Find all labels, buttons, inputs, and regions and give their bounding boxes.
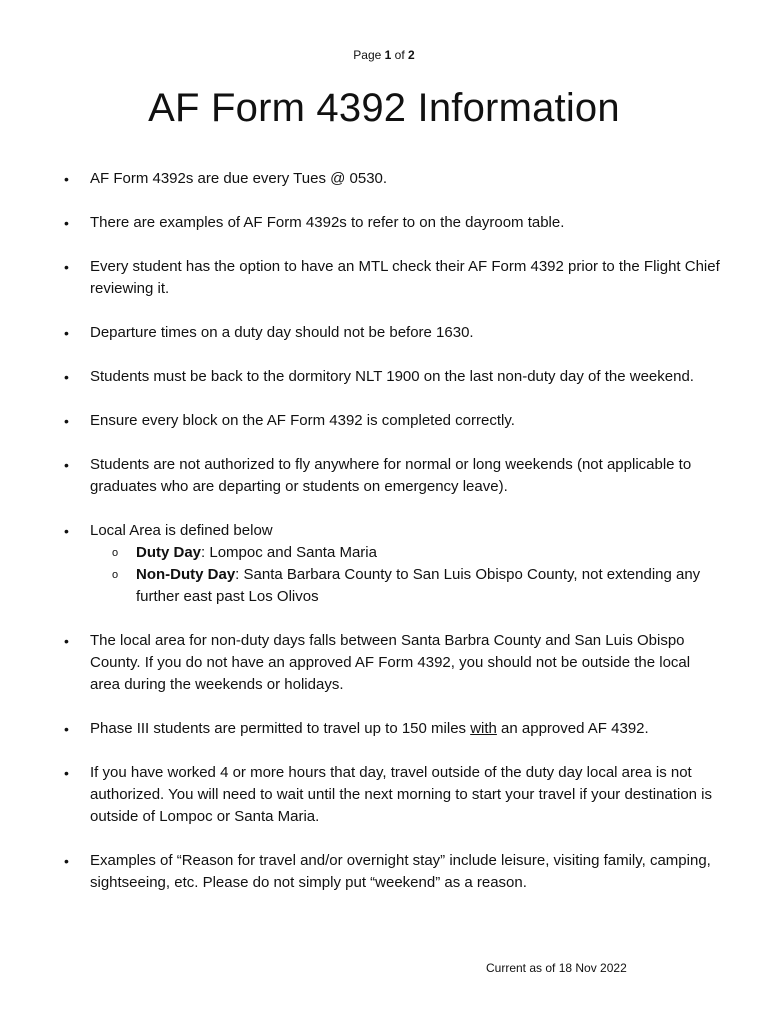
bullet-icon: • bbox=[64, 633, 69, 649]
bullet-non-duty-area bbox=[0, 630, 768, 696]
bullet-text: Departure times on a duty day should not be before 1630. bbox=[90, 324, 474, 341]
bullet-local-area bbox=[0, 520, 768, 608]
sub-item-non-duty-day bbox=[90, 564, 722, 608]
sub-item-label: Duty Day bbox=[136, 544, 202, 561]
document-title: AF Form 4392 Information bbox=[148, 86, 620, 130]
bullet-icon: • bbox=[64, 215, 69, 231]
bullet-icon: • bbox=[64, 457, 69, 473]
bullet-mtl-check bbox=[0, 256, 768, 300]
bullet-text: Students are not authorized to fly anywhere for normal or long weekends (not applicable to graduates who are departing or students on emergency leave). bbox=[90, 456, 692, 495]
sub-item-text: : Lompoc and Santa Maria bbox=[201, 544, 377, 561]
bullet-icon: • bbox=[64, 853, 69, 869]
page-current: 1 bbox=[384, 48, 392, 62]
bullet-departure-times bbox=[0, 322, 768, 344]
local-area-sub-list bbox=[90, 542, 722, 608]
bullet-return-time bbox=[0, 366, 768, 388]
bullet-text: The local area for non-duty days falls between Santa Barbra County and San Luis Obispo County. If you do not have an approved AF Form 4392, you should not be outside the local area during the weekends or holidays. bbox=[90, 632, 691, 693]
sub-item-text: : Santa Barbara County to San Luis Obispo County, not extending any further east past Los Olivos bbox=[136, 566, 701, 605]
bullet-reason-examples bbox=[0, 850, 768, 894]
sub-item-label: Non-Duty Day bbox=[136, 566, 236, 583]
bullet-text: Examples of “Reason for travel and/or overnight stay” include leisure, visiting family, camping, sightseeing, etc. Please do not simply put “weekend” as a reason. bbox=[90, 852, 711, 891]
bullet-icon: • bbox=[64, 171, 69, 187]
bullet-phase-three bbox=[0, 718, 768, 740]
bullet-icon: • bbox=[64, 721, 69, 737]
bullet-text: There are examples of AF Form 4392s to refer to on the dayroom table. bbox=[90, 214, 565, 231]
bullet-text: Phase III students are permitted to travel up to 150 miles bbox=[90, 720, 471, 737]
bullet-icon: • bbox=[64, 523, 69, 539]
bullet-worked-hours bbox=[0, 762, 768, 828]
bullet-icon: • bbox=[64, 369, 69, 385]
bullet-examples bbox=[0, 212, 768, 234]
bullet-complete-blocks bbox=[0, 410, 768, 432]
bullet-text: Every student has the option to have an MTL check their AF Form 4392 prior to the Flight Chief reviewing it. bbox=[90, 258, 720, 297]
bullet-due-date bbox=[0, 168, 768, 190]
sub-item-duty-day bbox=[90, 542, 722, 564]
page-total: 2 bbox=[408, 48, 415, 62]
bullet-icon: • bbox=[64, 259, 69, 275]
currency-footer: Current as of 18 Nov 2022 bbox=[486, 961, 627, 975]
bullet-text: Ensure every block on the AF Form 4392 is completed correctly. bbox=[90, 412, 515, 429]
sub-bullet-icon: o bbox=[112, 569, 119, 581]
info-bullet-list bbox=[0, 168, 768, 916]
bullet-text: Students must be back to the dormitory NLT 1900 on the last non-duty day of the weekend. bbox=[90, 368, 694, 385]
bullet-text: Local Area is defined below bbox=[90, 522, 273, 539]
bullet-icon: • bbox=[64, 413, 69, 429]
bullet-no-flying bbox=[0, 454, 768, 498]
page-number-header: Page 1 of 2 bbox=[353, 48, 415, 62]
bullet-text: AF Form 4392s are due every Tues @ 0530. bbox=[90, 170, 388, 187]
bullet-icon: • bbox=[64, 325, 69, 341]
bullet-icon: • bbox=[64, 765, 69, 781]
underlined-word: with bbox=[470, 720, 497, 737]
bullet-text: If you have worked 4 or more hours that day, travel outside of the duty day local area is not authorized. You will need to wait until the next morning to start your travel if your destination is outside of Lompoc or Santa Maria. bbox=[90, 764, 713, 825]
bullet-text-end: an approved AF 4392. bbox=[496, 720, 649, 737]
sub-bullet-icon: o bbox=[112, 547, 119, 559]
